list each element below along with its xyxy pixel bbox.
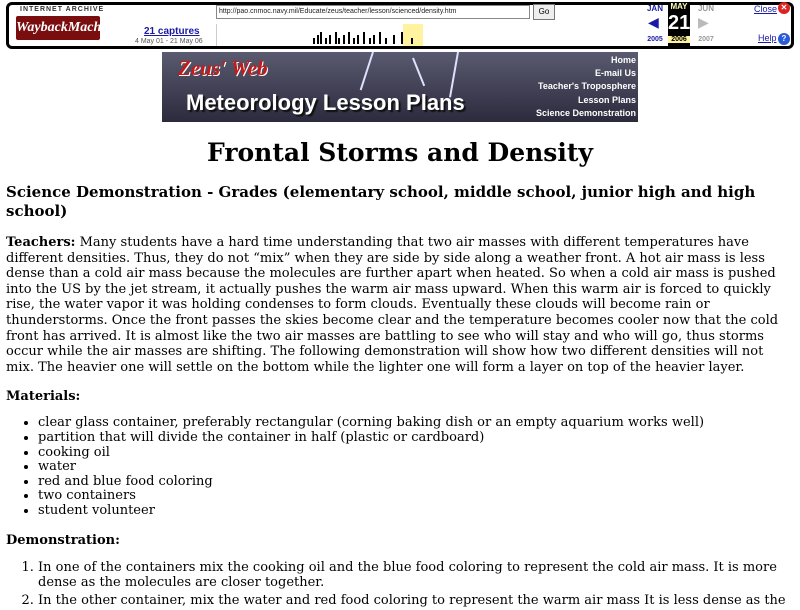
page-title: Frontal Storms and Density <box>207 138 593 167</box>
capture-bar[interactable] <box>363 32 365 44</box>
list-item: • clear glass container, preferably rectangular (corning baking dish or an empty aquarium works well) <box>38 416 794 431</box>
capture-bar[interactable] <box>329 35 331 44</box>
url-input[interactable]: http://pao.cnmoc.navy.mil/Educate/zeus/teacher/lesson/scienced/density.htm <box>216 5 530 19</box>
capture-bar[interactable] <box>353 38 355 44</box>
next-month[interactable] <box>692 4 720 43</box>
current-month-label: MAY <box>670 2 688 11</box>
nav-lesson-plans-link[interactable]: Lesson Plans <box>577 94 636 105</box>
wayback-logo[interactable] <box>14 6 120 42</box>
main-content <box>6 138 794 610</box>
next-year-label[interactable]: 2007 <box>698 36 714 43</box>
demonstration-steps <box>38 560 794 609</box>
sparkline-current-highlight <box>403 24 423 46</box>
prev-month-label: JAN <box>646 4 663 13</box>
list-item: • student volunteer <box>38 504 794 519</box>
demonstration-heading: Demonstration: <box>6 532 120 548</box>
intro-paragraph <box>6 235 794 375</box>
capture-bar[interactable] <box>385 38 387 44</box>
banner-nav <box>526 54 636 120</box>
next-month-label: JUN <box>697 4 714 13</box>
capture-bar[interactable] <box>313 38 315 44</box>
capture-bar[interactable] <box>335 32 337 44</box>
close-icon[interactable]: ✕ <box>778 2 790 14</box>
nav-teachers-troposphere-link[interactable]: Teacher's Troposphere <box>537 81 636 92</box>
list-item: 2. In the other container, mix the water and red food coloring to represent the warm air mass It is less dense as the <box>38 593 794 609</box>
capture-bar[interactable] <box>379 32 381 44</box>
capture-date-range: 4 May 01 - 21 May 06 <box>135 38 203 45</box>
capture-bar[interactable] <box>343 35 345 44</box>
go-button[interactable]: Go <box>533 4 555 20</box>
capture-bar[interactable] <box>393 35 395 44</box>
current-year-label: 2006 <box>668 36 690 43</box>
capture-bar[interactable] <box>338 38 340 44</box>
intro-text: Many students have a hard time understanding that two air masses with different temperatures have different densities. Thus, they do not “mix” when they are side by side along a weather front. A hot air mass is less dense than a cold air mass because the molecules are further apart when heated. So when a cold air mass is pushed into the US by the jet stream, it actually pushes the warm air mass upward. When this warm air is forced to quickly rise, the water vapor it was holding condenses to form clouds. Eventually these clouds will become rain or thunderstorms. Once the front passes the skies become clear and the temperature becomes cooler now that the cold front has arrived. It is almost like the two air masses are battling to see who will stay and who will go, thus storms occur while the air masses are shifting. The following demonstration will show how two different densities will not mix. The heavier one will settle on the bottom while the lighter one will form a layer on top of the heavier layer. <box>6 235 779 375</box>
captures-link[interactable]: 21 captures <box>144 26 200 37</box>
help-link[interactable]: Help <box>758 33 777 43</box>
site-banner <box>162 52 638 122</box>
prev-capture-arrow-icon[interactable]: ◀ <box>648 16 659 31</box>
close-link[interactable]: Close <box>754 4 778 14</box>
nav-email-link[interactable]: E-mail Us <box>594 68 636 79</box>
capture-bar[interactable] <box>369 38 371 44</box>
capture-bar[interactable] <box>401 32 403 44</box>
capture-bar[interactable] <box>411 38 413 44</box>
capture-bar[interactable] <box>325 38 327 44</box>
current-day-label: 21 <box>668 12 691 34</box>
banner-site-title: Zeus' Web <box>178 56 268 80</box>
nav-science-demonstration-link[interactable]: Science Demonstration <box>535 107 636 118</box>
wayback-logo-text: WaybackMachine <box>16 16 100 40</box>
list-item: • cooking oil <box>38 446 794 461</box>
materials-heading: Materials: <box>6 389 81 405</box>
page-subtitle: Science Demonstration - Grades (elementary school, middle school, junior high and high school) <box>6 183 756 220</box>
banner-section-title: Meteorology Lesson Plans <box>186 90 465 115</box>
capture-bar[interactable] <box>373 35 375 44</box>
wayback-toolbar <box>0 0 800 52</box>
prev-year-label[interactable]: 2005 <box>647 36 663 43</box>
capture-bar[interactable] <box>320 32 322 44</box>
list-item: 1. In one of the containers mix the cooking oil and the blue food coloring to represent the cold air mass. It is more dense as the molecules are closer together. <box>38 560 794 591</box>
capture-bar[interactable] <box>348 32 350 44</box>
prev-month[interactable] <box>641 4 669 43</box>
list-item: • two containers <box>38 489 794 504</box>
current-month <box>668 2 690 46</box>
list-item: • red and blue food coloring <box>38 475 794 490</box>
capture-bar[interactable] <box>357 35 359 44</box>
list-item: • water <box>38 460 794 475</box>
nav-home-link[interactable]: Home <box>610 55 636 65</box>
materials-list <box>38 416 794 518</box>
capture-bar[interactable] <box>317 35 319 44</box>
list-item: • partition that will divide the container in half (plastic or cardboard) <box>38 431 794 446</box>
help-icon[interactable]: ? <box>778 33 790 45</box>
wayback-logo-archive-text: INTERNET ARCHIVE <box>20 6 105 13</box>
next-capture-arrow-icon[interactable]: ▶ <box>698 16 709 31</box>
intro-label: Teachers: <box>6 235 76 250</box>
capture-sparkline[interactable] <box>216 24 628 46</box>
